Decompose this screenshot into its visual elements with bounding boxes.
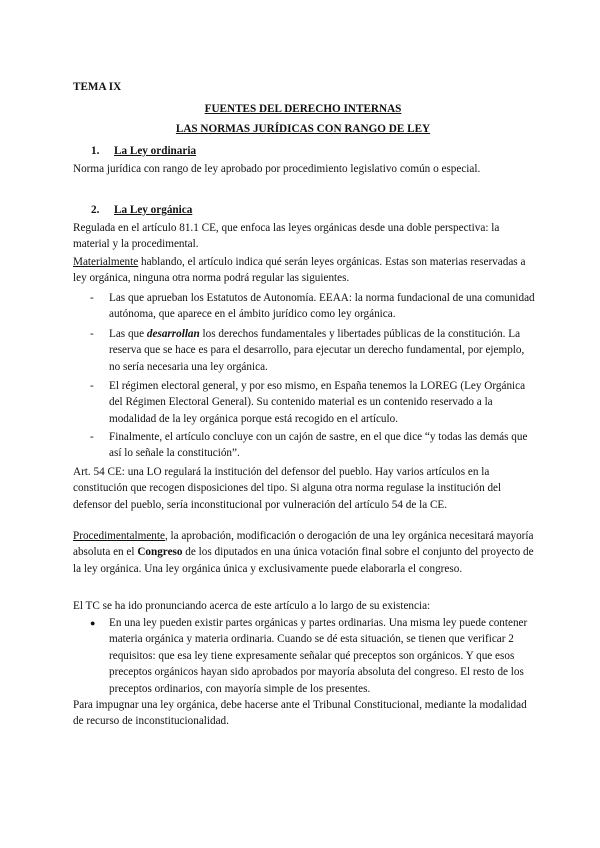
title-fuentes: FUENTES DEL DERECHO INTERNAS xyxy=(204,103,402,115)
list-item-text: Finalmente, el artículo concluye con un cajón de sastre, en el que dice “y todas las demás que así lo señale la constitución”. xyxy=(109,431,528,460)
section-2-heading xyxy=(91,202,192,218)
procedimental-label: Procedimentalmente xyxy=(73,530,165,542)
title-normas: LAS NORMAS JURÍDICAS CON RANGO DE LEY xyxy=(175,123,431,135)
section-1-text: Norma jurídica con rango de ley aprobado por procedimiento legislativo común o especial. xyxy=(73,163,481,175)
tc-paragraph: El TC se ha ido pronunciando acerca de este artículo a lo largo de su existencia: xyxy=(73,600,431,612)
bullet-marker: ● xyxy=(90,618,96,628)
tema-label: TEMA IX xyxy=(73,81,122,93)
section-2-intro: Regulada en el artículo 81.1 CE, que enfoca las leyes orgánicas desde una doble perspectiva: la material y la procedimental. xyxy=(73,222,500,251)
section-2-title: La Ley orgánica xyxy=(114,204,193,216)
dash-marker: - xyxy=(90,328,94,340)
dash-marker: - xyxy=(90,380,94,392)
section-1-heading xyxy=(91,143,196,159)
impugnar-paragraph: Para impugnar una ley orgánica, debe hacerse ante el Tribunal Constitucional, mediante la modalidad de recurso de inconstitucionalidad. xyxy=(73,699,527,728)
procedimental-paragraph xyxy=(73,528,535,577)
congreso-bold: Congreso xyxy=(137,546,183,559)
list-item-text-post: los derechos fundamentales y libertades públicas de la constitución. La reserva que se hace es para el desarrollo, para ejecutar un derecho fundamental, por ejemplo, no sería necesaria una ley orgánica. xyxy=(109,328,525,373)
list-item-text xyxy=(109,326,536,375)
material-paragraph xyxy=(73,254,535,287)
art54-paragraph: Art. 54 CE: una LO regulará la institución del defensor del pueblo. Hay varios artículos en la constitución que recogen disposiciones del tipo. Si alguna otra norma regulase la institución del defensor del pueblo, sería inconstitucional por vulneración del artículo 54 de la CE. xyxy=(73,466,502,511)
list-item-text: Las que aprueban los Estatutos de Autonomía. EEAA: la norma fundacional de una comunidad autónoma, que aparece en el ámbito jurídico como ley orgánica. xyxy=(109,292,535,321)
procedimental-text-post: de los diputados en una única votación final sobre el conjunto del proyecto de la ley orgánica. Una ley orgánica única y exclusivamente puede elaborarla el congreso. xyxy=(73,546,534,575)
section-1-number: 1. xyxy=(91,145,100,157)
section-2-number: 2. xyxy=(91,204,100,216)
dash-marker: - xyxy=(90,292,94,304)
material-label: Materialmente xyxy=(73,256,139,268)
list-item-text: El régimen electoral general, y por eso mismo, en España tenemos la LOREG (Ley Orgánica del Régimen Electoral General). Su contenido material es un contenido reservado a la modalidad de la ley orgánica porque está recogido en el artículo. xyxy=(109,380,526,425)
material-text: hablando, el artículo indica qué serán leyes orgánicas. Estas son materias reservadas a ley orgánica, ninguna otra norma podrá regular las siguientes. xyxy=(73,256,526,285)
list-item-text-pre: Las que xyxy=(109,328,147,340)
procedimental-text-pre: , la aprobación, modificación o derogación de una ley orgánica necesitará mayoría absoluta en el xyxy=(73,530,534,559)
emphasis-desarrollan: desarrollan xyxy=(146,328,200,340)
section-1-title: La Ley ordinaria xyxy=(114,145,197,157)
bullet-item-text: En una ley pueden existir partes orgánicas y partes ordinarias. Una misma ley puede contener materia orgánica y materia ordinaria. Cuando se dé esta situación, se tienen que verificar 2 requisitos: que esa ley tiene expresamente señalar qué preceptos son orgánicos. Y que esos preceptos orgánicos hayan sido aprobados por mayoría absoluta del congreso. El resto de los preceptos ordinarios, con mayoría simple de los presentes. xyxy=(109,617,528,695)
dash-marker: - xyxy=(90,431,94,443)
